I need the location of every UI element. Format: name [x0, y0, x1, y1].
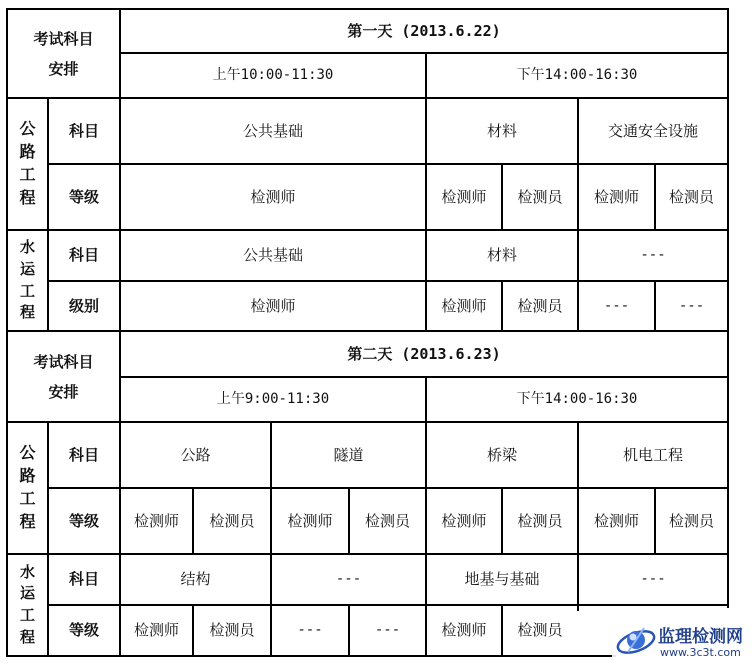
site-logo-icon	[614, 618, 658, 662]
day2-water-level: 检测员	[517, 621, 563, 640]
arrangement-label	[8, 332, 119, 421]
arrangement-label-part: 考试科目	[33, 352, 94, 371]
day1-highway-level: 检测员	[517, 187, 563, 206]
day2-highway-level-label: 等级	[68, 511, 99, 530]
day2-water-level-label: 等级	[68, 621, 99, 640]
category-char: 水	[19, 562, 35, 581]
day1-water-subject: 材料	[486, 246, 517, 265]
category-char: 程	[19, 627, 35, 646]
day1-highway-category	[8, 99, 47, 229]
category-char: 工	[19, 606, 35, 624]
day2-highway-subject: 隧道	[333, 445, 364, 464]
day2-highway-level: 检测员	[668, 511, 714, 530]
category-char: 路	[19, 466, 36, 486]
day1-afternoon: 下午14:00-16:30	[516, 67, 638, 84]
arrangement-label-part: 安排	[48, 382, 79, 401]
day2-water-subject-label: 科目	[68, 570, 99, 589]
day1-water-level: 检测师	[441, 296, 487, 315]
category-char: 公	[19, 119, 36, 139]
category-char: 程	[19, 187, 36, 207]
category-char: 水	[19, 238, 35, 256]
day2-highway-level: 检测员	[364, 511, 410, 530]
day1-highway-level: 检测师	[441, 187, 487, 206]
day1-highway-level: 检测师	[593, 187, 639, 206]
day2-afternoon: 下午14:00-16:30	[516, 391, 638, 408]
site-url: www.3c3t.com	[660, 646, 741, 659]
category-char: 工	[19, 165, 36, 184]
day2-morning: 上午9:00-11:30	[216, 391, 330, 408]
site-watermark	[612, 612, 754, 668]
category-char: 工	[19, 281, 35, 300]
category-char: 运	[19, 584, 35, 603]
day1-highway-level: 检测员	[668, 187, 714, 206]
day2-highway-category	[8, 423, 47, 553]
category-char: 路	[19, 142, 36, 162]
day1-water-level: 检测员	[517, 296, 563, 315]
day1-highway-subject: 材料	[486, 121, 517, 140]
day1-water-level: 检测师	[250, 296, 296, 315]
day1-morning: 上午10:00-11:30	[212, 67, 334, 84]
arrangement-label-part: 安排	[48, 59, 79, 78]
arrangement-label-line1	[33, 24, 93, 84]
day2-highway-level: 检测师	[133, 511, 179, 530]
day1-water-level-label: 级别	[68, 296, 99, 315]
day2-highway-subject: 机电工程	[622, 445, 683, 464]
day2-water-level: ---	[374, 622, 401, 639]
day1-water-subject: ---	[640, 247, 666, 264]
category-char: 公	[19, 443, 36, 463]
day1-title: 第一天 (2013.6.22)	[347, 21, 501, 40]
site-name: 监理检测网	[658, 627, 743, 647]
arrangement-label-line1	[33, 347, 93, 407]
arrangement-label-part: 考试科目	[33, 29, 94, 48]
day2-water-level: 检测师	[441, 621, 487, 640]
category-char: 工	[19, 489, 36, 508]
day1-water-level: ---	[603, 297, 630, 314]
day1-highway-subject: 交通安全设施	[607, 121, 698, 140]
day2-highway-level: 检测师	[593, 511, 639, 530]
day2-water-subject: 结构	[180, 570, 211, 589]
day2-water-subject: 地基与基础	[464, 570, 540, 589]
day2-water-subject: ---	[335, 571, 362, 588]
day1-highway-subject: 公共基础	[242, 121, 303, 140]
day2-water-level: 检测员	[209, 621, 255, 640]
day1-highway-level: 检测师	[250, 187, 296, 206]
day2-water-subject: ---	[640, 571, 666, 588]
day1-highway-subject-label: 科目	[68, 121, 99, 140]
day1-water-level: ---	[678, 297, 705, 314]
border	[6, 655, 616, 657]
day2-water-level: 检测师	[133, 621, 179, 640]
day2-highway-level: 检测师	[287, 511, 333, 530]
day2-water-category	[8, 555, 47, 655]
day2-title: 第二天 (2013.6.23)	[347, 344, 501, 363]
category-char: 程	[19, 303, 35, 322]
day2-highway-subject-label: 科目	[68, 445, 99, 464]
day2-highway-subject: 桥梁	[486, 445, 517, 464]
category-char: 程	[19, 511, 36, 531]
day1-highway-level-label: 等级	[68, 187, 99, 206]
category-char: 运	[19, 259, 35, 278]
day2-water-level: ---	[297, 622, 323, 639]
day1-water-category	[8, 231, 47, 330]
day2-highway-level: 检测员	[517, 511, 563, 530]
day2-highway-level: 检测员	[209, 511, 255, 530]
day1-water-subject-label: 科目	[68, 246, 99, 265]
arrangement-label	[8, 10, 119, 97]
day2-highway-subject: 公路	[180, 445, 211, 464]
day1-water-subject: 公共基础	[242, 246, 303, 265]
day2-highway-level: 检测师	[441, 511, 487, 530]
